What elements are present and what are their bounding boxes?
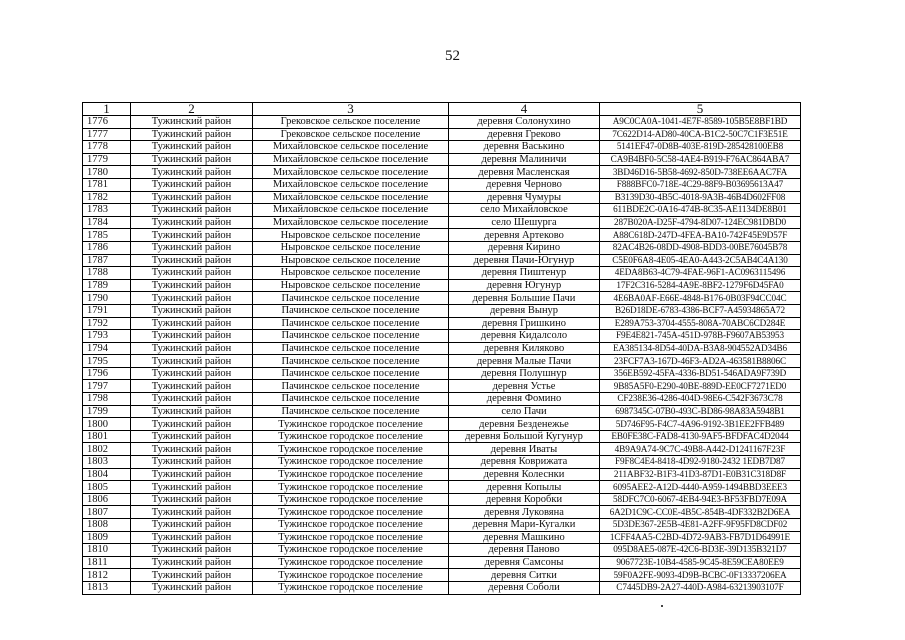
guid-cell: A9C0CA0A-1041-4E7F-8589-105B5E8BF1BD	[600, 116, 801, 129]
guid-cell: 58DFC7C0-6067-4EB4-94E3-BF53FBD7E09A	[600, 493, 801, 506]
settlement-cell: Грековское сельское поселение	[253, 128, 449, 141]
table-row	[83, 153, 801, 166]
table-header	[83, 103, 801, 116]
row-number-cell: 1791	[83, 304, 131, 317]
guid-cell: 23FCF7A3-167D-46F3-AD2A-463581B8806C	[600, 355, 801, 368]
settlement-cell: Михайловское сельское поселение	[253, 191, 449, 204]
locality-cell: деревня Ситки	[449, 569, 600, 582]
table-row	[83, 493, 801, 506]
district-cell: Тужинский район	[131, 544, 253, 557]
guid-cell: 9067723E-10B4-4585-9C45-8E59CEA80EE9	[600, 556, 801, 569]
row-number-cell: 1789	[83, 279, 131, 292]
row-number-cell: 1780	[83, 166, 131, 179]
table-row	[83, 581, 801, 594]
district-cell: Тужинский район	[131, 355, 253, 368]
column-header-4: 4	[449, 103, 600, 116]
guid-cell: F888BFC0-718E-4C29-88F9-B03695613A47	[600, 178, 801, 191]
row-number-cell: 1809	[83, 531, 131, 544]
district-cell: Тужинский район	[131, 254, 253, 267]
district-cell: Тужинский район	[131, 317, 253, 330]
guid-cell: 7C622D14-AD80-40CA-B1C2-50C7C1F3E51E	[600, 128, 801, 141]
table-row	[83, 229, 801, 242]
page-number: 52	[445, 48, 460, 64]
district-cell: Тужинский район	[131, 430, 253, 443]
row-number-cell: 1798	[83, 393, 131, 406]
row-number-cell: 1784	[83, 216, 131, 229]
table-row	[83, 569, 801, 582]
settlement-cell: Тужинское городское поселение	[253, 493, 449, 506]
district-cell: Тужинский район	[131, 241, 253, 254]
settlement-cell: Тужинское городское поселение	[253, 456, 449, 469]
guid-cell: 4B9A9A74-9C7C-49B8-A442-D1241167F23F	[600, 443, 801, 456]
settlement-cell: Пачинское сельское поселение	[253, 330, 449, 343]
settlement-cell: Ныровское сельское поселение	[253, 267, 449, 280]
locality-cell: деревня Малиничи	[449, 153, 600, 166]
guid-cell: EB0FE38C-FAD8-4130-9AF5-BFDFAC4D2044	[600, 430, 801, 443]
guid-cell: C7445DB9-2A27-440D-A984-63213903107F	[600, 581, 801, 594]
table-row	[83, 267, 801, 280]
settlement-cell: Пачинское сельское поселение	[253, 367, 449, 380]
district-cell: Тужинский район	[131, 405, 253, 418]
guid-cell: 82AC4B26-08DD-4908-BDD3-00BE76045B78	[600, 241, 801, 254]
guid-cell: 5D746F95-F4C7-4A96-9192-3B1EE2FFB489	[600, 418, 801, 431]
table-row	[83, 166, 801, 179]
district-cell: Тужинский район	[131, 569, 253, 582]
table-row	[83, 393, 801, 406]
settlement-cell: Пачинское сельское поселение	[253, 405, 449, 418]
locality-cell: деревня Большой Кугунур	[449, 430, 600, 443]
locality-cell: деревня Фомино	[449, 393, 600, 406]
locality-cell: деревня Артеково	[449, 229, 600, 242]
district-cell: Тужинский район	[131, 393, 253, 406]
row-number-cell: 1800	[83, 418, 131, 431]
row-number-cell: 1785	[83, 229, 131, 242]
locality-cell: деревня Самсоны	[449, 556, 600, 569]
settlement-cell: Пачинское сельское поселение	[253, 355, 449, 368]
column-header-5: 5	[600, 103, 801, 116]
locality-cell: деревня Безденежье	[449, 418, 600, 431]
row-number-cell: 1778	[83, 141, 131, 154]
district-cell: Тужинский район	[131, 128, 253, 141]
district-cell: Тужинский район	[131, 506, 253, 519]
district-cell: Тужинский район	[131, 493, 253, 506]
settlement-cell: Михайловское сельское поселение	[253, 166, 449, 179]
district-cell: Тужинский район	[131, 178, 253, 191]
guid-cell: 4E6BA0AF-E66E-4848-B176-0B03F94CC04C	[600, 292, 801, 305]
district-cell: Тужинский район	[131, 216, 253, 229]
locality-cell: село Михайловское	[449, 204, 600, 217]
guid-cell: E289A753-3704-4555-808A-70ABC6CD284E	[600, 317, 801, 330]
settlements-table	[82, 102, 801, 595]
locality-cell: деревня Устье	[449, 380, 600, 393]
locality-cell: деревня Мари-Кугалки	[449, 519, 600, 532]
guid-cell: 4EDA8B63-4C79-4FAE-96F1-AC0963115496	[600, 267, 801, 280]
row-number-cell: 1811	[83, 556, 131, 569]
district-cell: Тужинский район	[131, 166, 253, 179]
row-number-cell: 1806	[83, 493, 131, 506]
settlement-cell: Тужинское городское поселение	[253, 531, 449, 544]
row-number-cell: 1797	[83, 380, 131, 393]
locality-cell: деревня Колеснки	[449, 468, 600, 481]
locality-cell: деревня Солонухино	[449, 116, 600, 129]
district-cell: Тужинский район	[131, 581, 253, 594]
settlement-cell: Ныровское сельское поселение	[253, 279, 449, 292]
row-number-cell: 1808	[83, 519, 131, 532]
table-row	[83, 254, 801, 267]
guid-cell: C5E0F6A8-4E05-4EA0-A443-2C5AB4C4A130	[600, 254, 801, 267]
table-row	[83, 292, 801, 305]
header-row	[83, 103, 801, 116]
settlement-cell: Тужинское городское поселение	[253, 544, 449, 557]
locality-cell: деревня Полушнур	[449, 367, 600, 380]
table-row	[83, 430, 801, 443]
guid-cell: 6095AEE2-A12D-4440-A959-1494BBD3EEE3	[600, 481, 801, 494]
column-header-2: 2	[131, 103, 253, 116]
table-row	[83, 304, 801, 317]
row-number-cell: 1781	[83, 178, 131, 191]
row-number-cell: 1779	[83, 153, 131, 166]
district-cell: Тужинский район	[131, 531, 253, 544]
row-number-cell: 1793	[83, 330, 131, 343]
district-cell: Тужинский район	[131, 468, 253, 481]
row-number-cell: 1799	[83, 405, 131, 418]
district-cell: Тужинский район	[131, 519, 253, 532]
guid-cell: 5141EF47-0D8B-403E-819D-285428100EB8	[600, 141, 801, 154]
locality-cell: деревня Коробки	[449, 493, 600, 506]
table-row	[83, 330, 801, 343]
guid-cell: 6987345C-07B0-493C-BD86-98A83A5948B1	[600, 405, 801, 418]
settlement-cell: Тужинское городское поселение	[253, 581, 449, 594]
settlement-cell: Ныровское сельское поселение	[253, 254, 449, 267]
row-number-cell: 1804	[83, 468, 131, 481]
row-number-cell: 1786	[83, 241, 131, 254]
settlement-cell: Тужинское городское поселение	[253, 418, 449, 431]
settlement-cell: Тужинское городское поселение	[253, 569, 449, 582]
locality-cell: деревня Иваты	[449, 443, 600, 456]
district-cell: Тужинский район	[131, 481, 253, 494]
settlement-cell: Пачинское сельское поселение	[253, 342, 449, 355]
guid-cell: 1CFF4AA5-C2BD-4D72-9AB3-FB7D1D64991E	[600, 531, 801, 544]
row-number-cell: 1790	[83, 292, 131, 305]
table-body	[83, 116, 801, 595]
row-number-cell: 1796	[83, 367, 131, 380]
guid-cell: 3BD46D16-5B58-4692-850D-738EE6AAC7FA	[600, 166, 801, 179]
row-number-cell: 1792	[83, 317, 131, 330]
row-number-cell: 1776	[83, 116, 131, 129]
settlement-cell: Тужинское городское поселение	[253, 506, 449, 519]
locality-cell: деревня Югунур	[449, 279, 600, 292]
table-row	[83, 317, 801, 330]
settlement-cell: Пачинское сельское поселение	[253, 304, 449, 317]
settlement-cell: Михайловское сельское поселение	[253, 178, 449, 191]
row-number-cell: 1801	[83, 430, 131, 443]
locality-cell: деревня Кирино	[449, 241, 600, 254]
locality-cell: деревня Вынур	[449, 304, 600, 317]
settlement-cell: Тужинское городское поселение	[253, 519, 449, 532]
settlement-cell: Михайловское сельское поселение	[253, 141, 449, 154]
locality-cell: село Пачи	[449, 405, 600, 418]
row-number-cell: 1795	[83, 355, 131, 368]
district-cell: Тужинский район	[131, 267, 253, 280]
settlement-cell: Тужинское городское поселение	[253, 556, 449, 569]
table-row	[83, 544, 801, 557]
scan-speck	[661, 605, 663, 607]
district-cell: Тужинский район	[131, 304, 253, 317]
table-row	[83, 178, 801, 191]
settlement-cell: Тужинское городское поселение	[253, 468, 449, 481]
table-row	[83, 355, 801, 368]
district-cell: Тужинский район	[131, 330, 253, 343]
table-row	[83, 556, 801, 569]
settlement-cell: Михайловское сельское поселение	[253, 204, 449, 217]
guid-cell: 211ABF32-B1F3-41D3-87D1-E0B31C318D8F	[600, 468, 801, 481]
locality-cell: деревня Киляково	[449, 342, 600, 355]
guid-cell: 59F0A2FE-9093-4D9B-BCBC-0F13337206EA	[600, 569, 801, 582]
district-cell: Тужинский район	[131, 380, 253, 393]
guid-cell: 5D3DE367-2E5B-4E81-A2FF-9F95FD8CDF02	[600, 519, 801, 532]
settlement-cell: Пачинское сельское поселение	[253, 292, 449, 305]
district-cell: Тужинский район	[131, 153, 253, 166]
district-cell: Тужинский район	[131, 292, 253, 305]
locality-cell: деревня Копылы	[449, 481, 600, 494]
locality-cell: деревня Большие Пачи	[449, 292, 600, 305]
locality-cell: деревня Малые Пачи	[449, 355, 600, 368]
guid-cell: F9E4E821-745A-451D-978B-F9607AB53953	[600, 330, 801, 343]
locality-cell: деревня Коврижата	[449, 456, 600, 469]
row-number-cell: 1777	[83, 128, 131, 141]
table-row	[83, 241, 801, 254]
locality-cell: деревня Пачи-Югунур	[449, 254, 600, 267]
guid-cell: 356EB592-45FA-4336-BD51-546ADA9F739D	[600, 367, 801, 380]
district-cell: Тужинский район	[131, 229, 253, 242]
guid-cell: 287B020A-D25F-4794-8D07-124EC981DBD0	[600, 216, 801, 229]
table-row	[83, 380, 801, 393]
row-number-cell: 1802	[83, 443, 131, 456]
locality-cell: деревня Соболи	[449, 581, 600, 594]
settlement-cell: Тужинское городское поселение	[253, 481, 449, 494]
table-row	[83, 519, 801, 532]
locality-cell: деревня Греково	[449, 128, 600, 141]
table-row	[83, 342, 801, 355]
district-cell: Тужинский район	[131, 418, 253, 431]
table-row	[83, 128, 801, 141]
table-row	[83, 456, 801, 469]
table-row	[83, 443, 801, 456]
table-row	[83, 481, 801, 494]
locality-cell: деревня Паново	[449, 544, 600, 557]
table-row	[83, 216, 801, 229]
row-number-cell: 1788	[83, 267, 131, 280]
table-row	[83, 531, 801, 544]
table-row	[83, 468, 801, 481]
row-number-cell: 1783	[83, 204, 131, 217]
settlement-cell: Михайловское сельское поселение	[253, 153, 449, 166]
settlement-cell: Пачинское сельское поселение	[253, 380, 449, 393]
guid-cell: CA9B4BF0-5C58-4AE4-B919-F76AC864ABA7	[600, 153, 801, 166]
table-row	[83, 367, 801, 380]
row-number-cell: 1805	[83, 481, 131, 494]
row-number-cell: 1782	[83, 191, 131, 204]
settlement-cell: Ныровское сельское поселение	[253, 241, 449, 254]
locality-cell: деревня Чумуры	[449, 191, 600, 204]
district-cell: Тужинский район	[131, 279, 253, 292]
row-number-cell: 1803	[83, 456, 131, 469]
guid-cell: F9F8C4E4-8418-4D92-9180-2432 1EDB7D87	[600, 456, 801, 469]
table-row	[83, 405, 801, 418]
settlement-cell: Ныровское сельское поселение	[253, 229, 449, 242]
district-cell: Тужинский район	[131, 556, 253, 569]
table-row	[83, 191, 801, 204]
guid-cell: CF238E36-4286-404D-98E6-C542F3673C78	[600, 393, 801, 406]
settlement-cell: Пачинское сельское поселение	[253, 317, 449, 330]
settlement-cell: Пачинское сельское поселение	[253, 393, 449, 406]
guid-cell: 6A2D1C9C-CC0E-4B5C-854B-4DF332B2D6EA	[600, 506, 801, 519]
locality-cell: деревня Пиштенур	[449, 267, 600, 280]
district-cell: Тужинский район	[131, 191, 253, 204]
district-cell: Тужинский район	[131, 456, 253, 469]
table-row	[83, 279, 801, 292]
guid-cell: 9B85A5F0-E290-40BE-889D-EE0CF7271ED0	[600, 380, 801, 393]
row-number-cell: 1813	[83, 581, 131, 594]
guid-cell: B26D18DE-6783-4386-BCF7-A45934865A72	[600, 304, 801, 317]
locality-cell: деревня Луковяна	[449, 506, 600, 519]
district-cell: Тужинский район	[131, 141, 253, 154]
locality-cell: деревня Черново	[449, 178, 600, 191]
district-cell: Тужинский район	[131, 367, 253, 380]
guid-cell: EA385134-8D54-40DA-B3A8-904552AD34B6	[600, 342, 801, 355]
column-header-1: 1	[83, 103, 131, 116]
table-row	[83, 116, 801, 129]
table-row	[83, 418, 801, 431]
table-row	[83, 506, 801, 519]
district-cell: Тужинский район	[131, 443, 253, 456]
row-number-cell: 1794	[83, 342, 131, 355]
guid-cell: A88C618D-247D-4FEA-BA10-742F45E9D57F	[600, 229, 801, 242]
settlement-cell: Грековское сельское поселение	[253, 116, 449, 129]
settlement-cell: Михайловское сельское поселение	[253, 216, 449, 229]
district-cell: Тужинский район	[131, 116, 253, 129]
row-number-cell: 1810	[83, 544, 131, 557]
guid-cell: B3139D30-4B5C-4018-9A3B-46B4D602FF08	[600, 191, 801, 204]
locality-cell: деревня Гришкино	[449, 317, 600, 330]
district-cell: Тужинский район	[131, 342, 253, 355]
locality-cell: деревня Машкино	[449, 531, 600, 544]
locality-cell: деревня Васькино	[449, 141, 600, 154]
table-row	[83, 204, 801, 217]
guid-cell: 17F2C316-5284-4A9E-8BF2-1279F6D45FA0	[600, 279, 801, 292]
settlement-cell: Тужинское городское поселение	[253, 443, 449, 456]
guid-cell: 611BDE2C-0A16-474B-8C35-AE1134DE8B01	[600, 204, 801, 217]
locality-cell: деревня Кидалсоло	[449, 330, 600, 343]
locality-cell: село Шешурга	[449, 216, 600, 229]
row-number-cell: 1787	[83, 254, 131, 267]
column-header-3: 3	[253, 103, 449, 116]
table-row	[83, 141, 801, 154]
guid-cell: 095D8AE5-087E-42C6-BD3E-39D135B321D7	[600, 544, 801, 557]
locality-cell: деревня Масленская	[449, 166, 600, 179]
settlement-cell: Тужинское городское поселение	[253, 430, 449, 443]
row-number-cell: 1812	[83, 569, 131, 582]
district-cell: Тужинский район	[131, 204, 253, 217]
row-number-cell: 1807	[83, 506, 131, 519]
